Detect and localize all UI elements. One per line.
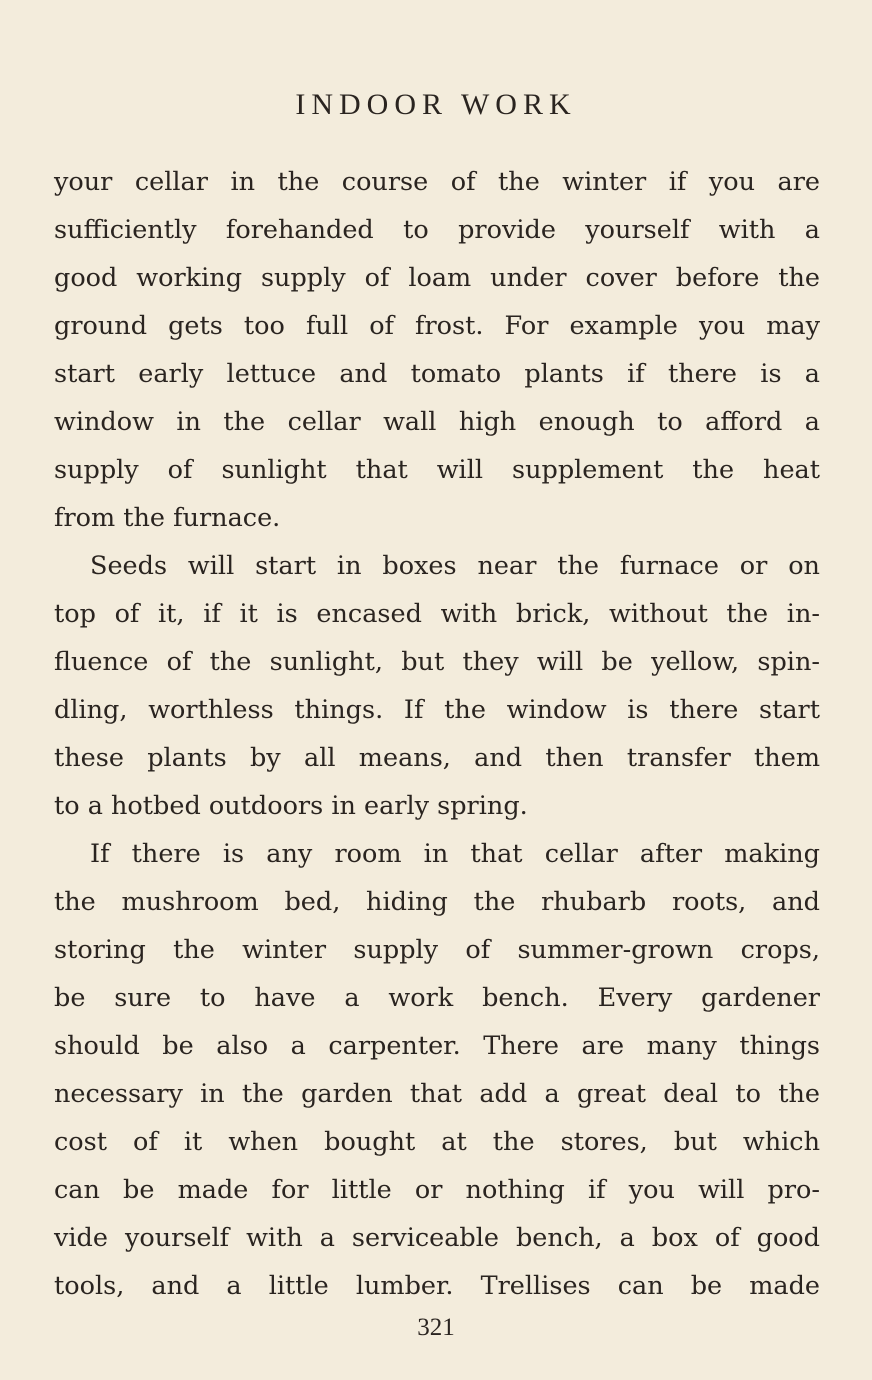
- text-line: necessary in the garden that add a great deal to the: [54, 1079, 820, 1109]
- text-line: be sure to have a work bench. Every gardener: [54, 983, 820, 1013]
- text-line: fluence of the sunlight, but they will be yellow, spin-: [54, 647, 820, 677]
- text-line: If there is any room in that cellar after making: [90, 839, 820, 869]
- running-title: INDOOR WORK: [295, 88, 577, 121]
- text-line: top of it, if it is encased with brick, without the in-: [54, 599, 820, 629]
- body-text: [54, 158, 820, 1310]
- text-line: supply of sunlight that will supplement the heat: [54, 455, 820, 485]
- text-line: can be made for little or nothing if you will pro-: [54, 1175, 820, 1205]
- text-line: window in the cellar wall high enough to afford a: [54, 407, 820, 437]
- text-line: the mushroom bed, hiding the rhubarb roots, and: [54, 887, 820, 917]
- text-line: sufficiently forehanded to provide yourself with a: [54, 215, 820, 245]
- text-line: vide yourself with a serviceable bench, a box of good: [54, 1223, 820, 1253]
- text-line: start early lettuce and tomato plants if there is a: [54, 359, 820, 389]
- text-line: these plants by all means, and then transfer them: [54, 743, 820, 773]
- text-line: tools, and a little lumber. Trellises can be made: [54, 1271, 820, 1301]
- text-line: dling, worthless things. If the window is there start: [54, 695, 820, 725]
- text-line: to a hotbed outdoors in early spring.: [54, 791, 528, 821]
- page-number: 321: [417, 1314, 455, 1341]
- text-line: from the furnace.: [54, 503, 281, 533]
- text-line: Seeds will start in boxes near the furnace or on: [90, 551, 820, 581]
- text-line: your cellar in the course of the winter if you are: [54, 167, 820, 197]
- text-line: ground gets too full of frost. For example you may: [54, 311, 820, 341]
- text-line: good working supply of loam under cover before the: [54, 263, 820, 293]
- text-line: should be also a carpenter. There are many things: [54, 1031, 820, 1061]
- text-line: storing the winter supply of summer-grown crops,: [54, 935, 820, 965]
- text-line: cost of it when bought at the stores, but which: [54, 1127, 820, 1157]
